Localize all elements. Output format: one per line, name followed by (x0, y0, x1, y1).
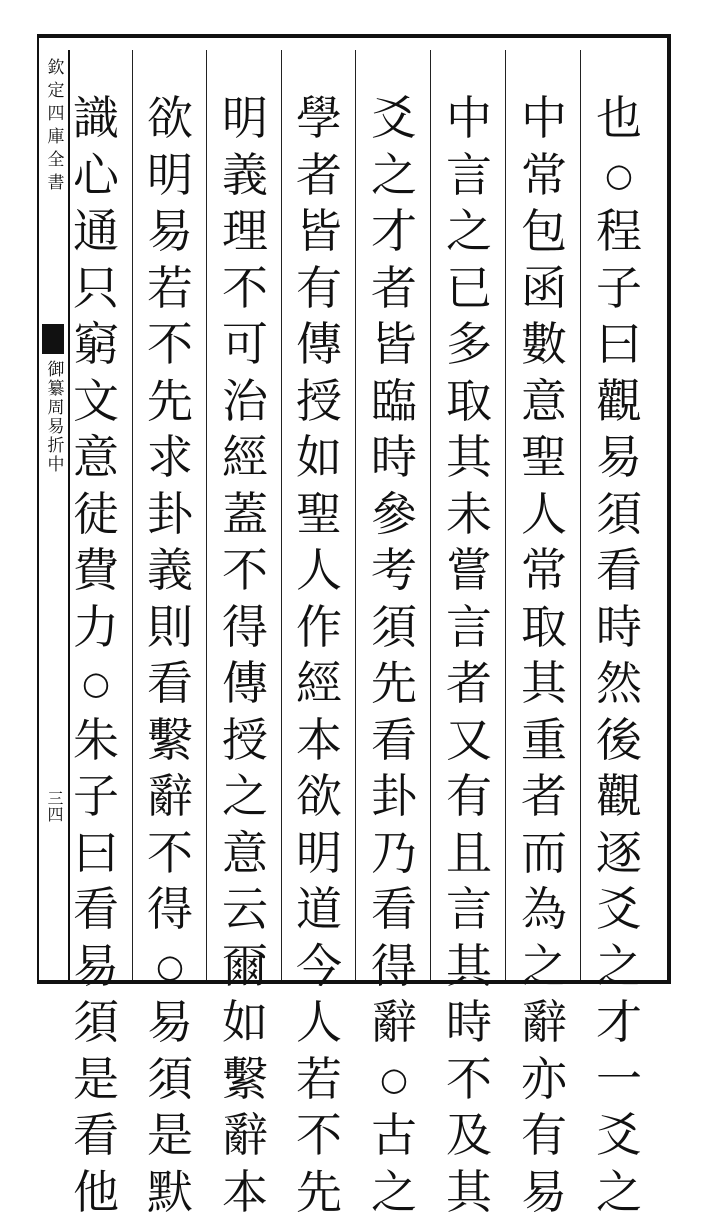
glyph: 皆 (364, 316, 424, 373)
glyph: 理 (215, 203, 275, 260)
glyph: 須 (140, 1051, 200, 1108)
glyph: 才 (364, 203, 424, 260)
glyph: 者 (289, 147, 349, 204)
glyph: 之 (439, 203, 499, 260)
glyph: 有 (514, 1107, 574, 1164)
glyph: 曰 (589, 316, 649, 373)
glyph: 默 (140, 1164, 200, 1220)
glyph: 易 (140, 203, 200, 260)
text-column (433, 90, 505, 1220)
glyph: ○ (589, 147, 649, 204)
glyph: 識 (66, 90, 126, 147)
glyph: 爻 (364, 90, 424, 147)
text-column (134, 90, 206, 1220)
glyph: 已 (439, 260, 499, 317)
glyph: 力 (66, 599, 126, 656)
book-title: 御纂周易折中 (43, 360, 64, 510)
glyph: 數 (514, 316, 574, 373)
glyph: 傳 (289, 316, 349, 373)
glyph: 今 (289, 938, 349, 995)
glyph: 看 (364, 712, 424, 769)
glyph: 義 (140, 542, 200, 599)
glyph: 子 (589, 260, 649, 317)
glyph: 明 (140, 147, 200, 204)
glyph: 嘗 (439, 542, 499, 599)
glyph: 然 (589, 655, 649, 712)
glyph: 看 (66, 1107, 126, 1164)
glyph: 中 (439, 90, 499, 147)
glyph: 辭 (364, 994, 424, 1051)
glyph: 又 (439, 712, 499, 769)
glyph: 乃 (364, 825, 424, 882)
glyph: 也 (589, 90, 649, 147)
glyph: 經 (289, 655, 349, 712)
glyph: 爻 (589, 881, 649, 938)
glyph: 重 (514, 712, 574, 769)
glyph: 如 (215, 994, 275, 1051)
glyph: 易 (514, 1164, 574, 1220)
glyph: 亦 (514, 1051, 574, 1108)
glyph: 先 (140, 373, 200, 430)
glyph: 可 (215, 316, 275, 373)
glyph: 臨 (364, 373, 424, 430)
glyph: 不 (215, 260, 275, 317)
glyph: 其 (514, 655, 574, 712)
glyph: ○ (364, 1051, 424, 1108)
glyph: 時 (439, 994, 499, 1051)
glyph: 者 (514, 768, 574, 825)
glyph: 易 (140, 994, 200, 1051)
column-rule (132, 50, 133, 980)
glyph: 不 (140, 316, 200, 373)
glyph: 若 (289, 1051, 349, 1108)
glyph: 之 (364, 1164, 424, 1220)
glyph: 授 (289, 373, 349, 430)
glyph: 皆 (289, 203, 349, 260)
glyph: 之 (364, 147, 424, 204)
glyph: 看 (140, 655, 200, 712)
glyph: 只 (66, 260, 126, 317)
glyph: 須 (66, 994, 126, 1051)
glyph: 得 (364, 938, 424, 995)
glyph: 者 (364, 260, 424, 317)
glyph: 人 (514, 486, 574, 543)
glyph: 云 (215, 881, 275, 938)
glyph: 之 (589, 938, 649, 995)
glyph: 之 (215, 768, 275, 825)
glyph: 則 (140, 599, 200, 656)
glyph: 程 (589, 203, 649, 260)
glyph: 觀 (589, 768, 649, 825)
glyph: 中 (514, 90, 574, 147)
glyph: 不 (215, 542, 275, 599)
glyph: 欲 (140, 90, 200, 147)
glyph: 看 (589, 542, 649, 599)
glyph: 治 (215, 373, 275, 430)
glyph: 繫 (215, 1051, 275, 1108)
glyph: 先 (364, 655, 424, 712)
glyph: 學 (289, 90, 349, 147)
glyph: 易 (589, 429, 649, 486)
glyph: ○ (140, 938, 200, 995)
glyph: 若 (140, 260, 200, 317)
glyph: 徒 (66, 486, 126, 543)
glyph: 而 (514, 825, 574, 882)
glyph: 未 (439, 486, 499, 543)
glyph: 本 (289, 712, 349, 769)
glyph: 須 (364, 599, 424, 656)
column-rule (430, 50, 431, 980)
glyph: 道 (289, 881, 349, 938)
glyph: 作 (289, 599, 349, 656)
column-rule (206, 50, 207, 980)
glyph: 一 (589, 1051, 649, 1108)
glyph: 如 (289, 429, 349, 486)
glyph: 辭 (215, 1107, 275, 1164)
glyph: 不 (439, 1051, 499, 1108)
glyph: 卦 (140, 486, 200, 543)
glyph: 義 (215, 147, 275, 204)
glyph: 之 (514, 938, 574, 995)
glyph: ○ (66, 655, 126, 712)
glyph: 取 (439, 373, 499, 430)
glyph: 言 (439, 147, 499, 204)
page-number: 三四 (42, 790, 66, 822)
glyph: 得 (215, 599, 275, 656)
glyph: 得 (140, 881, 200, 938)
glyph: 古 (364, 1107, 424, 1164)
glyph: 欲 (289, 768, 349, 825)
glyph: 不 (289, 1107, 349, 1164)
column-rule (281, 50, 282, 980)
glyph: 授 (215, 712, 275, 769)
glyph: 後 (589, 712, 649, 769)
glyph: 辭 (514, 994, 574, 1051)
glyph: 爻 (589, 1107, 649, 1164)
glyph: 函 (514, 260, 574, 317)
glyph: 是 (140, 1107, 200, 1164)
glyph: 費 (66, 542, 126, 599)
glyph: 心 (66, 147, 126, 204)
glyph: 言 (439, 881, 499, 938)
glyph: 明 (215, 90, 275, 147)
text-column (583, 90, 655, 1220)
glyph: 傳 (215, 655, 275, 712)
glyph: 窮 (66, 316, 126, 373)
glyph: 繫 (140, 712, 200, 769)
text-column (358, 90, 430, 1220)
glyph: 易 (66, 938, 126, 995)
glyph: 爾 (215, 938, 275, 995)
glyph: 時 (589, 599, 649, 656)
text-column (283, 90, 355, 1220)
glyph: 其 (439, 1164, 499, 1220)
glyph: 看 (66, 881, 126, 938)
glyph: 本 (215, 1164, 275, 1220)
glyph: 求 (140, 429, 200, 486)
glyph: 明 (289, 825, 349, 882)
glyph: 看 (364, 881, 424, 938)
glyph: 其 (439, 938, 499, 995)
glyph: 參 (364, 486, 424, 543)
glyph: 須 (589, 486, 649, 543)
glyph: 他 (66, 1164, 126, 1220)
glyph: 常 (514, 147, 574, 204)
text-column (209, 90, 281, 1220)
glyph: 且 (439, 825, 499, 882)
glyph: 人 (289, 542, 349, 599)
glyph: 朱 (66, 712, 126, 769)
glyph: 意 (66, 429, 126, 486)
glyph: 才 (589, 994, 649, 1051)
glyph: 多 (439, 316, 499, 373)
glyph: 卦 (364, 768, 424, 825)
column-rule (355, 50, 356, 980)
glyph: 辭 (140, 768, 200, 825)
column-rule (505, 50, 506, 980)
glyph: 之 (589, 1164, 649, 1220)
glyph: 蓋 (215, 486, 275, 543)
glyph: 不 (140, 825, 200, 882)
glyph: 時 (364, 429, 424, 486)
glyph: 常 (514, 542, 574, 599)
glyph: 為 (514, 881, 574, 938)
glyph: 經 (215, 429, 275, 486)
text-column (60, 90, 132, 1220)
column-rule (580, 50, 581, 980)
glyph: 觀 (589, 373, 649, 430)
glyph: 人 (289, 994, 349, 1051)
glyph: 考 (364, 542, 424, 599)
glyph: 是 (66, 1051, 126, 1108)
text-column (508, 90, 580, 1220)
glyph: 曰 (66, 825, 126, 882)
glyph: 有 (439, 768, 499, 825)
glyph: 取 (514, 599, 574, 656)
glyph: 有 (289, 260, 349, 317)
glyph: 先 (289, 1164, 349, 1220)
glyph: 包 (514, 203, 574, 260)
glyph: 通 (66, 203, 126, 260)
glyph: 者 (439, 655, 499, 712)
glyph: 聖 (289, 486, 349, 543)
glyph: 言 (439, 599, 499, 656)
glyph: 意 (514, 373, 574, 430)
glyph: 意 (215, 825, 275, 882)
glyph: 逐 (589, 825, 649, 882)
margin-top-text: 欽定四庫全書 (43, 58, 64, 318)
glyph: 子 (66, 768, 126, 825)
glyph: 文 (66, 373, 126, 430)
glyph: 聖 (514, 429, 574, 486)
glyph: 其 (439, 429, 499, 486)
glyph: 及 (439, 1107, 499, 1164)
